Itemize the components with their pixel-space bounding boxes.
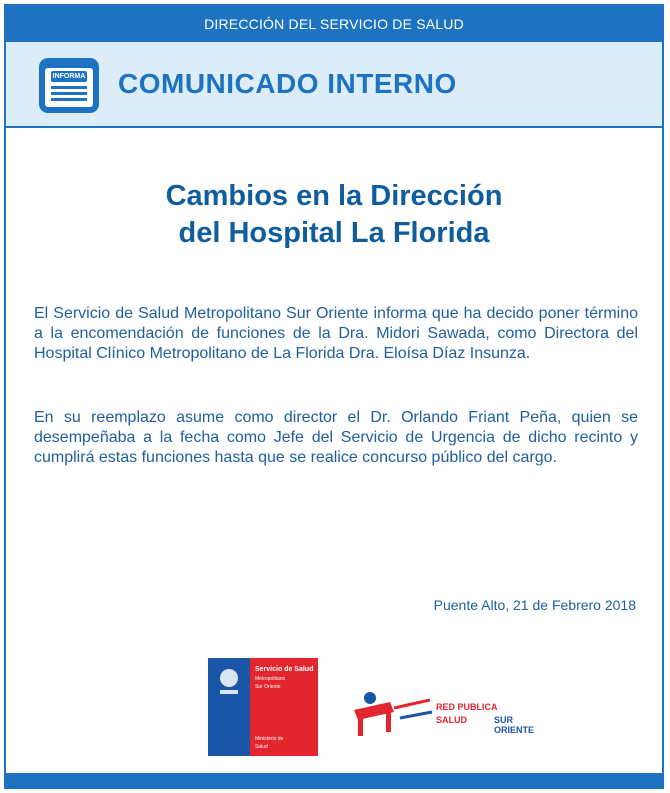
headline-line-1: Cambios en la Dirección <box>165 180 503 212</box>
ministry-line-3: Sur Oriente <box>255 684 281 690</box>
red-publica-icon <box>350 688 434 740</box>
ministry-line-2: Metropolitano <box>255 676 286 682</box>
ministry-logo <box>208 658 318 756</box>
headline <box>6 178 662 252</box>
top-bar: DIRECCIÓN DEL SERVICIO DE SALUD <box>6 6 662 42</box>
document-frame <box>4 4 664 789</box>
icon-label: INFORMA <box>52 73 86 80</box>
red-publica-line-1: RED PUBLICA <box>436 702 498 712</box>
header-band <box>6 42 662 128</box>
red-publica-line-2b: SUR ORIENTE <box>494 715 535 735</box>
paragraph-2: En su reemplazo asume como director el Dr. Orlando Friant Peña, quien se desempeñaba a la fecha como Jefe del Servicio de Urgencia de dicho recinto y cumplirá estas funciones hasta que se realice concurso público del cargo. <box>34 409 638 466</box>
ministry-line-1: Servicio de Salud <box>255 666 314 673</box>
headline-line-2: del Hospital La Florida <box>178 217 490 249</box>
ministry-line-4: Ministerio de <box>255 736 284 742</box>
red-publica-logo <box>350 688 550 740</box>
date-place: Puente Alto, 21 de Febrero 2018 <box>433 597 636 613</box>
ministry-line-5: Salud <box>255 744 268 750</box>
coat-of-arms-icon <box>208 658 250 756</box>
newsletter-icon <box>39 58 99 113</box>
bottom-bar <box>6 773 662 787</box>
red-publica-line-2a: SALUD <box>436 715 467 725</box>
header-title: COMUNICADO INTERNO <box>118 68 457 99</box>
paragraph-1: El Servicio de Salud Metropolitano Sur Oriente informa que ha decido poner término a la encomendación de funciones de la Dra. Midori Sawada, como Directora del Hospital Clínico Metropolitano de La Florida Dra. Eloísa Díaz Insunza. <box>34 305 638 362</box>
